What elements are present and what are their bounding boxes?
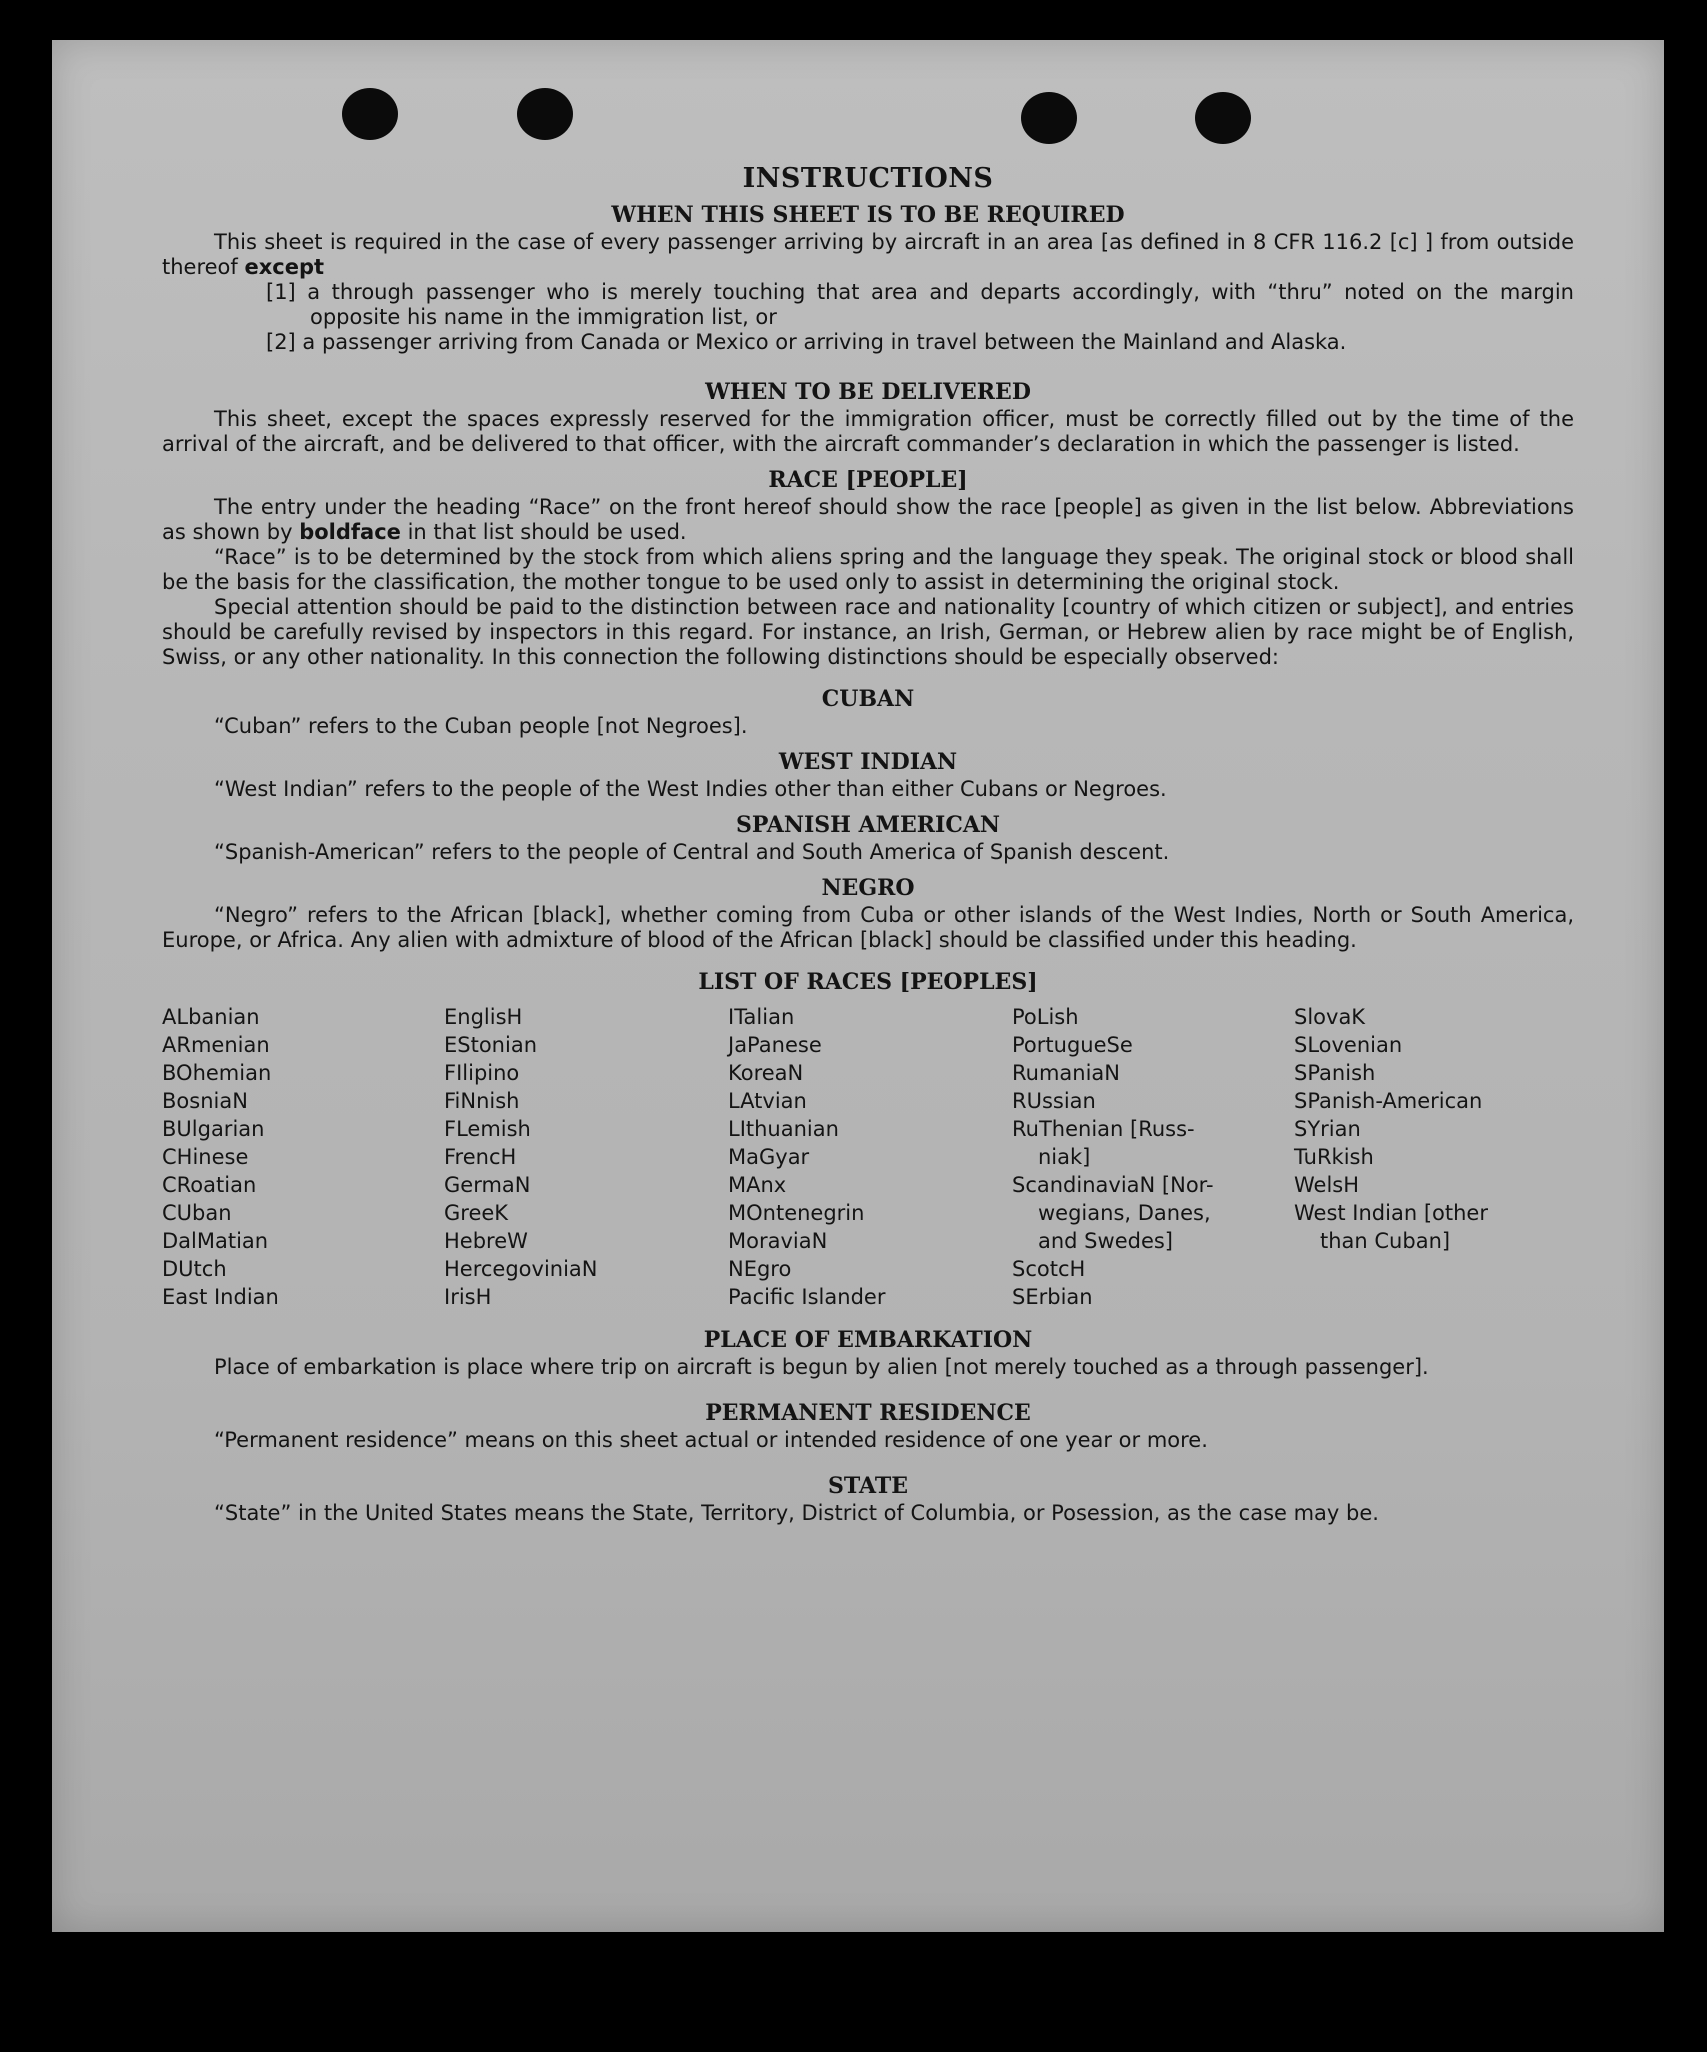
race-entry: FLemish (444, 1117, 531, 1141)
race-entry: SYrian (1294, 1117, 1361, 1141)
race-entry: ARmenian (162, 1033, 270, 1057)
races-column (162, 1003, 444, 1311)
delivered-text: This sheet, except the spaces expressly reserved for the immigration officer, must be correctly filled out by the time of the arrival of the aircraft, and be delivered to that officer, with the aircraft commander’s declaration in which the passenger is listed. (162, 407, 1574, 456)
race-entry: wegians, Danes, (1038, 1201, 1211, 1225)
race-entry: BUlgarian (162, 1117, 265, 1141)
race-entry: BOhemian (162, 1061, 272, 1085)
race-entry: SLovenian (1294, 1033, 1403, 1057)
section-title-negro: NEGRO (821, 875, 915, 901)
race-entry: FiNnish (444, 1089, 520, 1113)
punch-hole (1021, 92, 1077, 144)
race-entry: NEgro (728, 1257, 792, 1281)
west-indian-text: “West Indian” refers to the people of the West Indies other than either Cubans or Negroes. (214, 777, 1167, 801)
race-entry: SlovaK (1294, 1005, 1366, 1029)
section-title-race: RACE [PEOPLE] (768, 467, 968, 493)
race-entry: SPanish-American (1294, 1089, 1483, 1113)
required-item: [2] a passenger arriving from Canada or Mexico or arriving in travel between the Mainland and Alaska. (266, 330, 1347, 354)
state-text: “State” in the United States means the State, Territory, District of Columbia, or Posession, as the case may be. (214, 1501, 1379, 1525)
race-entry: DUtch (162, 1257, 227, 1281)
race-entry: West Indian [other (1294, 1201, 1488, 1225)
required-intro (162, 230, 1574, 280)
race-entry: ALbanian (162, 1005, 260, 1029)
race-p1-before: The entry under the heading “Race” on the front hereof should show the race [people] as given in the list below. Abbreviations as shown by (162, 495, 1574, 544)
race-entry: DalMatian (162, 1229, 269, 1253)
race-entry: FrencH (444, 1145, 517, 1169)
race-entry: PoLish (1012, 1005, 1079, 1029)
race-entry: GreeK (444, 1201, 509, 1225)
race-p1-bold: boldface (299, 520, 401, 544)
race-entry: KoreaN (728, 1061, 804, 1085)
races-column (1012, 1003, 1294, 1311)
race-paragraph-2: “Race” is to be determined by the stock from which aliens spring and the language they speak. The original stock or blood shall be the basis for the classification, the mother tongue to be used only to assist in determining the original stock. (162, 545, 1574, 594)
race-entry: FIlipino (444, 1061, 520, 1085)
page-title: INSTRUCTIONS (742, 163, 994, 194)
cuban-text: “Cuban” refers to the Cuban people [not Negroes]. (214, 714, 748, 738)
races-list (162, 1003, 1574, 1311)
race-entry: niak] (1038, 1145, 1091, 1169)
race-entry: TuRkish (1294, 1145, 1374, 1169)
race-entry: CRoatian (162, 1173, 257, 1197)
races-column (444, 1003, 728, 1311)
race-entry: GermaN (444, 1173, 531, 1197)
race-entry: ScotcH (1012, 1257, 1086, 1281)
section-title-west-indian: WEST INDIAN (778, 749, 958, 775)
race-entry: RUssian (1012, 1089, 1096, 1113)
race-entry: PortugueSe (1012, 1033, 1133, 1057)
residence-text: “Permanent residence” means on this sheet actual or intended residence of one year or more. (214, 1428, 1208, 1452)
race-entry: BosniaN (162, 1089, 248, 1113)
embarkation-text: Place of embarkation is place where trip on aircraft is begun by alien [not merely touched as a through passenger]. (214, 1355, 1429, 1379)
negro-text: “Negro” refers to the African [black], whether coming from Cuba or other islands of the West Indies, North or South America, Europe, or Africa. Any alien with admixture of blood of the African [black] should be classified under this heading. (162, 903, 1574, 952)
race-entry: SErbian (1012, 1285, 1093, 1309)
race-p1-after: in that list should be used. (407, 520, 687, 544)
punch-hole (1195, 92, 1251, 144)
race-entry: East Indian (162, 1285, 279, 1309)
race-entry: CUban (162, 1201, 232, 1225)
race-entry: MOntenegrin (728, 1201, 865, 1225)
race-entry: CHinese (162, 1145, 249, 1169)
section-title-list-of-races: LIST OF RACES [PEOPLES] (698, 969, 1038, 995)
race-entry: WelsH (1294, 1173, 1360, 1197)
races-column (728, 1003, 1012, 1311)
race-entry: ITalian (728, 1005, 795, 1029)
race-entry: SPanish (1294, 1061, 1376, 1085)
section-title-residence: PERMANENT RESIDENCE (705, 1400, 1031, 1426)
spanish-american-text: “Spanish-American” refers to the people of Central and South America of Spanish descent. (214, 840, 1170, 864)
punch-hole (517, 88, 573, 140)
race-entry: MoraviaN (728, 1229, 828, 1253)
races-column (1294, 1003, 1574, 1311)
section-title-delivered: WHEN TO BE DELIVERED (705, 379, 1031, 405)
race-entry: HebreW (444, 1229, 528, 1253)
race-entry: and Swedes] (1038, 1229, 1173, 1253)
section-title-state: STATE (827, 1473, 909, 1499)
race-entry: RumaniaN (1012, 1061, 1121, 1085)
race-entry: HercegoviniaN (444, 1257, 598, 1281)
race-entry: EnglisH (444, 1005, 523, 1029)
section-title-spanish-american: SPANISH AMERICAN (735, 812, 1001, 838)
section-title-embarkation: PLACE OF EMBARKATION (703, 1327, 1033, 1353)
race-entry: ScandinaviaN [Nor- (1012, 1173, 1214, 1197)
race-entry: LIthuanian (728, 1117, 839, 1141)
section-title-cuban: CUBAN (821, 686, 915, 712)
race-entry: LAtvian (728, 1089, 807, 1113)
race-entry: MAnx (728, 1173, 787, 1197)
required-intro-text: This sheet is required in the case of every passenger arriving by aircraft in an area [as defined in 8 CFR 116.2 [c] ] from outside thereof (162, 230, 1574, 279)
section-title-required: WHEN THIS SHEET IS TO BE REQUIRED (611, 202, 1125, 228)
required-except: except (244, 255, 325, 279)
race-entry: than Cuban] (1320, 1229, 1451, 1253)
race-paragraph-3: Special attention should be paid to the distinction between race and nationality [country of which citizen or subject], and entries should be carefully revised by inspectors in this regard. For instance, an Irish, German, or Hebrew alien by race might be of English, Swiss, or any other nationality. In this connection the following distinctions should be especially observed: (162, 595, 1574, 669)
race-entry: IrisH (444, 1285, 492, 1309)
punch-hole (342, 88, 398, 140)
race-entry: Pacific Islander (728, 1285, 886, 1309)
race-entry: MaGyar (728, 1145, 810, 1169)
race-entry: JaPanese (728, 1033, 822, 1057)
race-entry: RuThenian [Russ- (1012, 1117, 1195, 1141)
race-paragraph-1 (162, 495, 1574, 545)
document-sheet (52, 40, 1664, 1932)
required-item: [1] a through passenger who is merely touching that area and departs accordingly, with “thru” noted on the margin opposite his name in the immigration list, or (266, 280, 1574, 329)
instructions-body (162, 163, 1574, 1526)
race-entry: EStonian (444, 1033, 538, 1057)
